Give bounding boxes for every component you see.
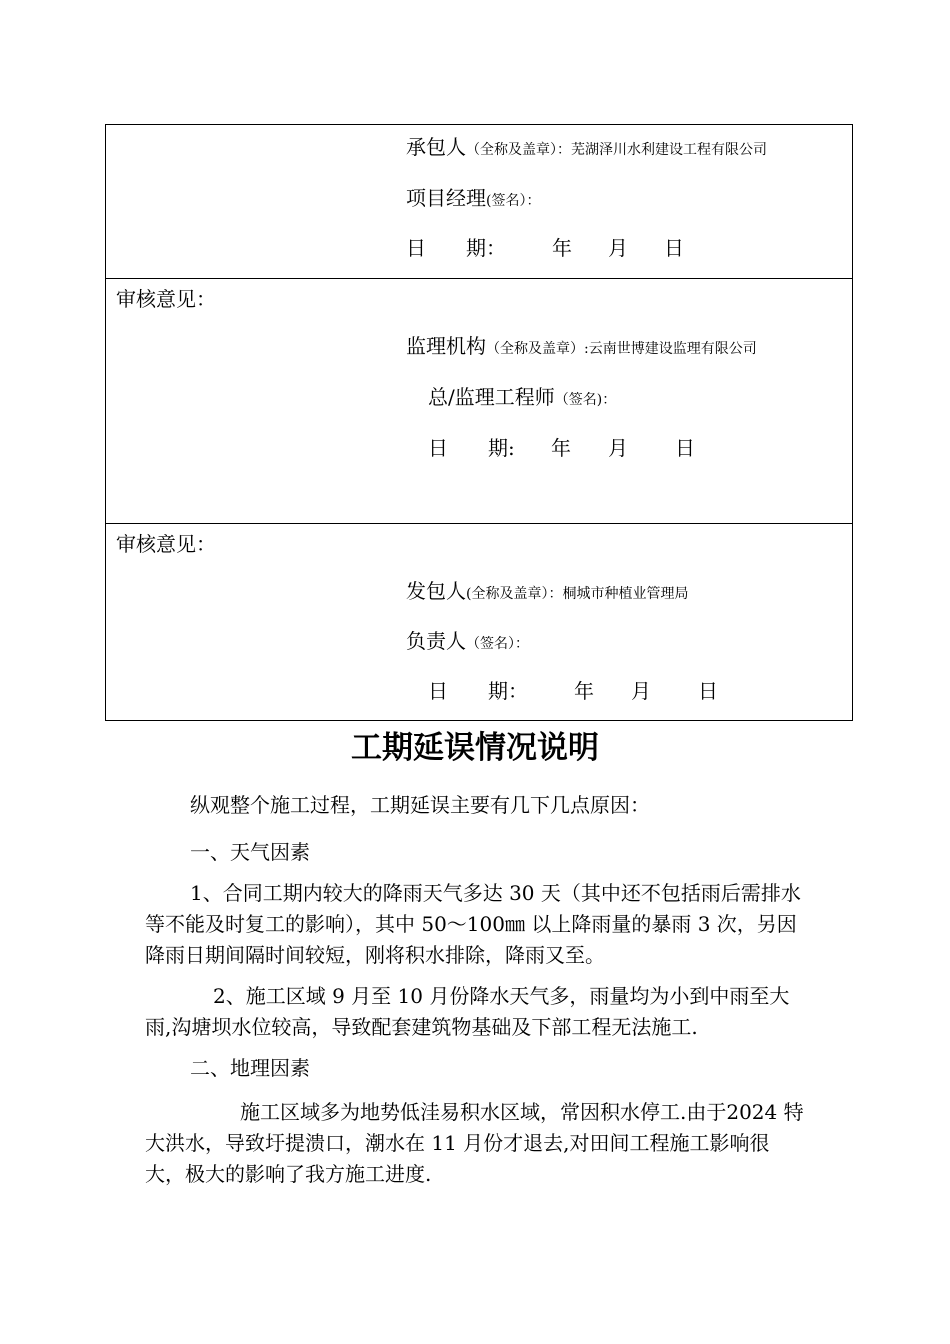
contractor-note: （全称及盖章）： (466, 142, 571, 158)
contractor-date-label: 日 期： (406, 236, 506, 260)
employer-date-line (428, 679, 728, 703)
contractor-date-day: 日 (664, 236, 684, 260)
project-manager-label: 项目经理 (406, 186, 486, 210)
responsible-person-line (406, 629, 529, 656)
supervisor-date-label: 日 期: (428, 436, 515, 460)
contractor-line (406, 135, 767, 162)
employer-date-day: 日 (698, 679, 718, 703)
employer-date-label: 日 期： (428, 679, 528, 703)
supervisor-date-line (428, 436, 708, 460)
employer-date-year: 年 (574, 679, 594, 703)
project-manager-line (406, 186, 540, 213)
supervisor-name: 云南世博建设监理有限公司 (588, 341, 757, 357)
contractor-name: 芜湖泽川水利建设工程有限公司 (571, 142, 767, 158)
section1-paragraph-2-block (145, 981, 807, 1043)
section2-heading: 二、地理因素 (190, 1056, 310, 1080)
employer-date-month: 月 (631, 679, 651, 703)
employer-note: (全称及盖章）： (466, 586, 563, 602)
section1-heading: 一、天气因素 (190, 840, 310, 864)
report-title: 工期延误情况说明 (351, 730, 599, 766)
section1-paragraph-1-block (145, 878, 807, 971)
responsible-person-label: 负责人 (406, 629, 466, 653)
supervisor-review-heading: 审核意见： (116, 287, 216, 311)
intro-text: 纵观整个施工过程，工期延误主要有几下几点原因： (190, 793, 650, 817)
employer-label: 发包人 (406, 579, 466, 603)
project-manager-note: (签名）： (486, 193, 541, 209)
section2-heading-block (145, 1053, 807, 1084)
supervisor-note: （全称及盖章）: (486, 341, 589, 357)
contractor-date-month: 月 (608, 236, 628, 260)
chief-engineer-note: （签名)： (554, 392, 617, 408)
supervisor-line (406, 334, 757, 361)
section1-heading-block (145, 837, 807, 868)
chief-engineer-label: 总/监理工程师 (428, 385, 555, 409)
employer-name: 桐城市种植业管理局 (562, 586, 689, 602)
supervisor-section (106, 279, 852, 524)
section1-paragraph-1: 1、合同工期内较大的降雨天气多达 30 天（其中还不包括雨后需排水等不能及时复工的影响），其中 50～100㎜ 以上降雨量的暴雨 3 次，另因降雨日期间隔时间较短，刚将积水排除，降雨又至。 (145, 881, 801, 967)
employer-section (106, 524, 852, 720)
contractor-section (106, 125, 852, 279)
chief-engineer-line (428, 385, 616, 412)
contractor-label: 承包人 (406, 135, 466, 159)
contractor-date-year: 年 (552, 236, 572, 260)
supervisor-date-day: 日 (675, 436, 695, 460)
supervisor-date-year: 年 (551, 436, 571, 460)
responsible-person-note: （签名）： (466, 636, 529, 652)
employer-review-heading: 审核意见： (116, 532, 216, 556)
section2-paragraph-1: 施工区域多为地势低洼易积水区域，常因积水停工.由于2024 特大洪水，导致圩提溃口，潮水在 11 月份才退去,对田间工程施工影响很大，极大的影响了我方施工进度. (145, 1100, 804, 1186)
report-intro (145, 790, 807, 821)
section2-paragraph-1-block (145, 1097, 807, 1190)
supervisor-label: 监理机构 (406, 334, 486, 358)
section1-paragraph-2: 2、施工区域 9 月至 10 月份降水天气多，雨量均为小到中雨至大雨,沟塘坝水位较高，导致配套建筑物基础及下部工程无法施工. (145, 984, 790, 1039)
approval-form-table (105, 124, 853, 721)
contractor-date-line (406, 236, 706, 260)
supervisor-date-month: 月 (608, 436, 628, 460)
employer-line (406, 579, 688, 606)
